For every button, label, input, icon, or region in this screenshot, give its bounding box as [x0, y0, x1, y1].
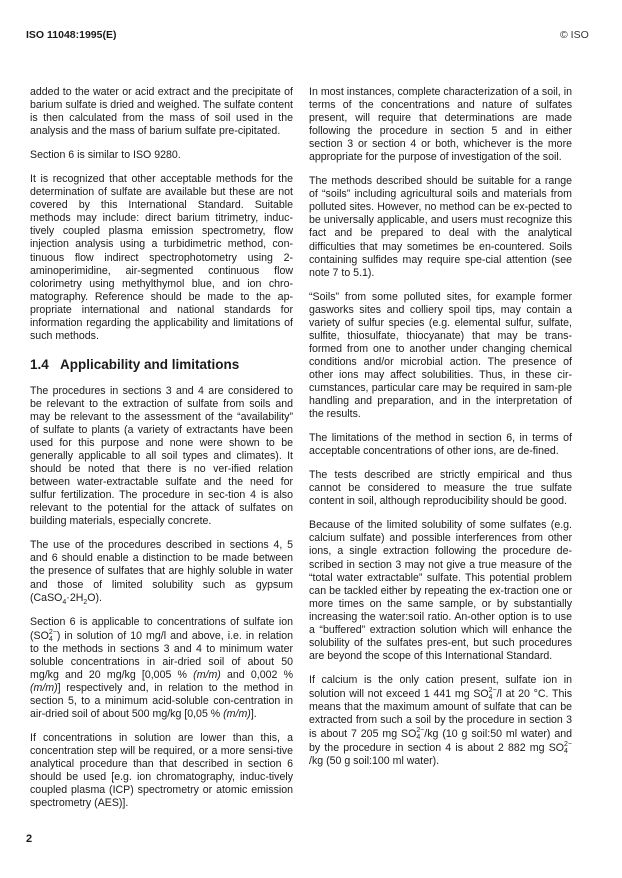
- paragraph: The limitations of the method in section 6, in terms of acceptable concentrations of other ions, are de-fined.: [309, 432, 572, 458]
- section-number: 1.4: [30, 356, 49, 372]
- page-number: 2: [26, 833, 33, 845]
- superscript: 2−: [48, 628, 57, 636]
- text-run: /l at 20 °C. This means that the maximum amount of sulfate that can be extracted from such a soil by the procedure in section 3 is about 7 205 mg SO: [309, 687, 572, 740]
- text-run: ) in solution of 10 mg/l and above, i.e. in relation to the methods in sections 3 and 4 to minimum water soluble concentrations in air-dried soil of about 50 mg/kg and 20 mg/kg [0,005 %: [30, 629, 293, 681]
- superscript: 2−: [488, 686, 497, 694]
- ion-charge: [489, 687, 497, 701]
- paragraph: added to the water or acid extract and the precipitate of barium sulfate is dried and weighed. The sulfate content is then calculated from the mass of soil used in the analysis and the mass of barium sulfate pre-cipitated.: [30, 86, 293, 138]
- text-run: Section 6 is applicable to concentrations of sulfate ion (SO: [30, 615, 293, 642]
- paragraph: In most instances, complete characterization of a soil, in terms of the concentrations and nature of sulfates present, will require that determinations are made following the procedure in section 5 and in either section 3 or section 4 or both, whichever is the more appropriate for the purpose of investigation of the soil.: [309, 86, 572, 164]
- paragraph: Because of the limited solubility of some sulfates (e.g. calcium sulfate) and possible interferences from other ions, a single extraction following the procedure de-scribed in section 3 may not give a true measure of the “total water extractable” sulfate. This potential problem can be tackled either by repeating the ex-traction one or more times on the same sample, or by substantially increasing the water:soil ratio. An-other option is to use a “buffered” extraction solution which will enhance the solubility of the sulfates pres-ent, but such procedures are beyond the scope of this International Standard.: [309, 519, 572, 662]
- subscript: 2: [83, 598, 88, 606]
- paragraph: The procedures in sections 3 and 4 are considered to be relevant to the extraction of sulfate from soils and may be relevant to the assessment of the “availability” of sulfate to plants (a variety of extractants have been used for this purpose and none were shown to be generally applicable to all soil types and climates). It should be noted that there is no ver-ified relation between water-extractable sulfate and the need for sulfur fertilization. The procedure in sec-tion 4 is also relevant to the potential for the attack of sulfates on building materials, especially concrete.: [30, 384, 293, 528]
- paragraph: If concentrations in solution are lower than this, a concentration step will be required, or a more sensi-tive analytical procedure than that described in section 6 should be used [e.g. ion chromatography, induc-tively coupled plasma (ICP) spectrometry or atomic emission spectrometry (AES)].: [30, 731, 293, 810]
- text-run: ·2H: [66, 591, 84, 604]
- section-heading: [30, 357, 293, 373]
- ion-charge: [49, 629, 57, 643]
- left-column: [30, 86, 293, 821]
- subscript: 4: [48, 635, 53, 643]
- text-run: The use of the procedures described in sections 4, 5 and 6 should enable a distinction to be made between the presence of sulfates that are highly soluble in water and those of limited solubility such as gypsum (CaSO: [30, 539, 293, 604]
- text-run: ].: [250, 707, 257, 720]
- paragraph: Section 6 is similar to ISO 9280.: [30, 149, 181, 162]
- text-run: O).: [87, 591, 102, 604]
- ion-charge: [564, 741, 572, 755]
- unit-label: (m/m): [223, 707, 251, 720]
- subscript: 4: [62, 598, 67, 606]
- text-run: If calcium is the only cation present, sulfate ion in solution will not exceed 1 441 mg SO: [309, 673, 572, 700]
- paragraph: The methods described should be suitable for a range of “soils” including agricultural soils and materials from polluted sites. However, no method can be ex-pected to be universally applicable, and users must recognize this fact and be prepared to deal with the analytical difficulties that may sometimes be en-countered. Soils containing sulfides may require spe-cial attention (see note 7 to 5.1).: [309, 175, 572, 279]
- paragraph: The tests described are strictly empirical and thus cannot be considered to measure the true sulfate content in soil, although reproducibility should be good.: [309, 469, 572, 508]
- unit-label: (m/m): [193, 668, 221, 681]
- paragraph: [30, 616, 293, 721]
- text-run: /kg (10 g soil:50 ml water) and by the procedure in section 4 is about 2 882 mg SO: [309, 727, 573, 754]
- text-run: and 0,002 %: [220, 668, 293, 681]
- section-title: Applicability and limitations: [60, 356, 240, 372]
- right-column: [309, 86, 572, 779]
- document-id: ISO 11048:1995(E): [26, 29, 117, 41]
- paragraph: [309, 674, 572, 768]
- unit-label: (m/m): [30, 681, 58, 694]
- paragraph: “Soils” from some polluted sites, for example former gasworks sites and colliery spoil tips, may contain a variety of sulfur species (e.g. elemental sulfur, sulfate, sulfite, thiosulfate, thiocyanate) that may be trans-formed from one to another under changing chemical conditions and/or microbial action. The presence of other ions may affect solubilities. Thus, in these cir-cumstances, particular care may be required in sam-ple handling and preparation, and in the interpretation of the results.: [309, 290, 572, 421]
- text-run: ] respectively and, in relation to the method in section 5, to a minimum acid-soluble con-centration in air-dried soil of about 500 mg/kg [0,05 %: [30, 681, 293, 720]
- subscript: 4: [416, 734, 421, 742]
- subscript: 4: [488, 693, 493, 701]
- paragraph: It is recognized that other acceptable methods for the determination of sulfate are available but these are not covered by this International Standard. Suitable methods may include: direct barium titrimetry, induc-tively coupled plasma emission spectrometry, flow injection analysis using a turbidimetric method, con-tinuous flow indirect spectrophotometry using 2-aminoperimidine, air-segmented continuous flow colorimetry using methylthymol blue, and ion chro-matography. Reference should be made to the ap-propriate international and national standards for information regarding the applicability and limitations of such methods.: [30, 173, 293, 342]
- text-run: /kg (50 g soil:100 ml water).: [309, 755, 440, 768]
- copyright-notice: © ISO: [560, 29, 589, 41]
- paragraph: [30, 539, 293, 604]
- superscript: 2−: [564, 741, 572, 749]
- subscript: 4: [564, 748, 568, 756]
- superscript: 2−: [416, 727, 425, 735]
